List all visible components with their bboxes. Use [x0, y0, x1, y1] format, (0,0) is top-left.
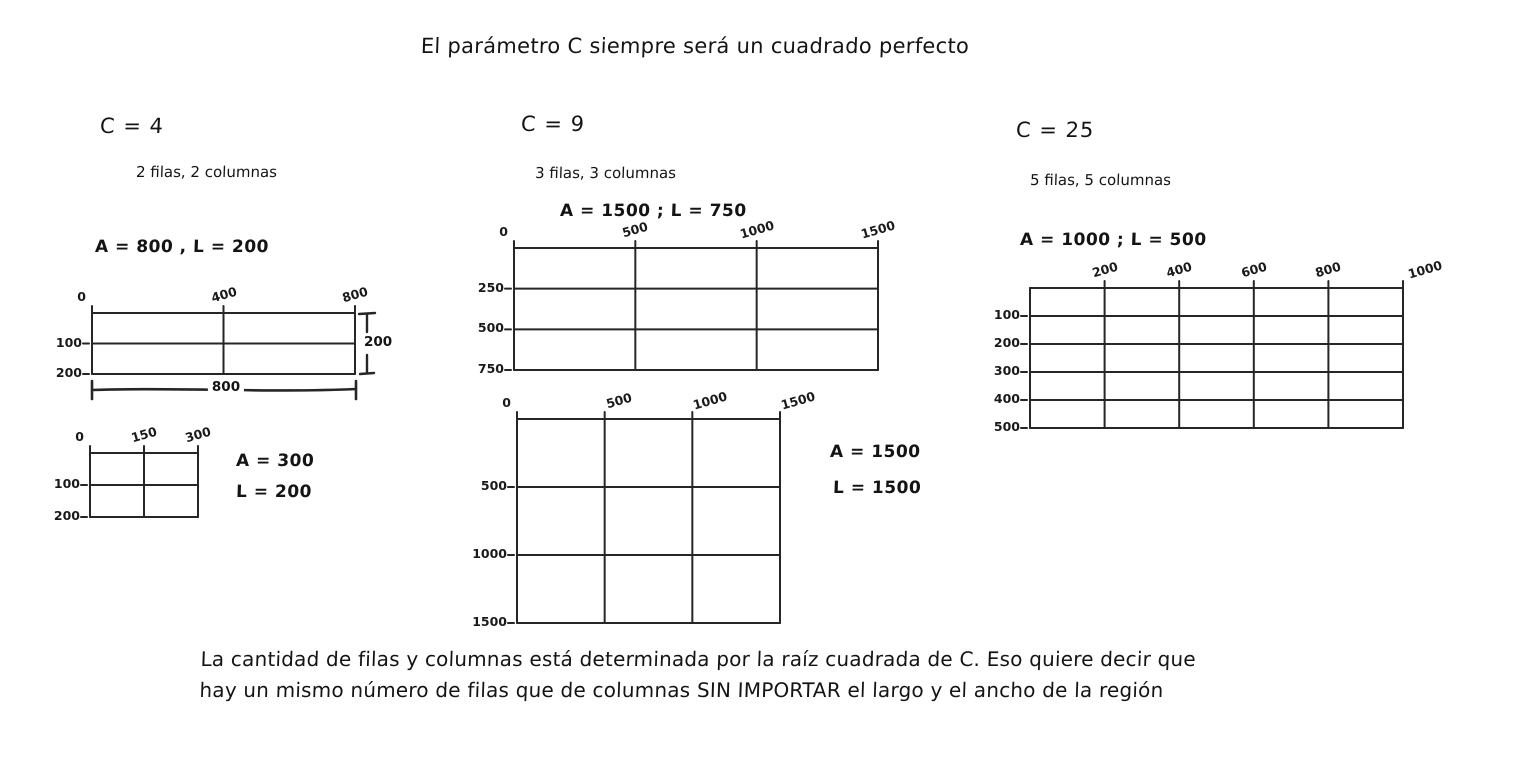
x-tick-label: 200 — [1089, 258, 1120, 281]
grid-lines — [92, 313, 355, 374]
y-tick-label: 1000 — [472, 546, 507, 561]
section-c25-heading: C = 25 — [1015, 118, 1095, 142]
height-dimension-label: 200 — [364, 334, 393, 350]
x-tick-label: 0 — [75, 429, 84, 444]
c9-side-length-label: L = 1500 — [832, 478, 922, 498]
section-c4-subtitle: 2 filas, 2 columnas — [135, 163, 278, 181]
x-tick-label: 800 — [1313, 258, 1343, 281]
x-tick-label: 300 — [183, 423, 213, 446]
grid-lines — [90, 453, 198, 517]
y-tick-label: 1500 — [472, 614, 507, 629]
y-tick-label: 250 — [477, 279, 504, 295]
page-title: El parámetro C siempre será un cuadrado perfecto — [420, 34, 970, 58]
x-tick-label: 500 — [604, 389, 634, 412]
section-c4-formula: A = 800 , L = 200 — [94, 237, 270, 257]
section-c25-formula: A = 1000 ; L = 500 — [1019, 230, 1207, 250]
x-tick-label: 1000 — [1406, 257, 1444, 282]
grid-c4-main — [55, 283, 370, 380]
grid-c4-small — [53, 423, 213, 523]
section-c9-subtitle: 3 filas, 3 columnas — [534, 164, 677, 182]
section-c4-heading: C = 4 — [99, 114, 165, 138]
section-c25-subtitle: 5 filas, 5 columnas — [1029, 171, 1172, 189]
small-grid-area-label: A = 300 — [235, 451, 315, 471]
y-tick-label: 500 — [993, 419, 1020, 434]
grid-lines — [514, 248, 878, 370]
x-tick-label: 1500 — [859, 217, 897, 242]
footer-line-2: hay un mismo número de filas que de columnas SIN IMPORTAR el largo y el ancho de la región — [199, 678, 1164, 702]
y-tick-label: 200 — [993, 335, 1020, 350]
y-tick-label: 500 — [477, 320, 504, 336]
y-tick-label: 500 — [480, 478, 507, 493]
x-tick-label: 500 — [620, 218, 650, 241]
small-grid-length-label: L = 200 — [235, 482, 313, 502]
grid-lines — [1030, 288, 1403, 428]
y-tick-label: 400 — [993, 391, 1020, 406]
x-tick-label: 0 — [77, 289, 86, 304]
x-tick-label: 800 — [340, 283, 370, 306]
y-tick-label: 750 — [477, 361, 504, 376]
width-dimension-bracket — [88, 377, 360, 403]
section-c9-formula: A = 1500 ; L = 750 — [559, 201, 747, 221]
x-tick-label: 1000 — [691, 388, 730, 413]
x-tick-label: 400 — [208, 283, 239, 306]
grid-c9-square — [472, 388, 817, 629]
height-dimension-bracket — [355, 310, 399, 380]
grid-c9-wide — [477, 217, 897, 376]
grid-lines — [517, 419, 780, 623]
x-tick-label: 1000 — [737, 217, 776, 242]
y-tick-label: 100 — [53, 476, 80, 491]
y-tick-label: 100 — [55, 334, 82, 350]
section-c9-heading: C = 9 — [520, 112, 586, 136]
footer-line-1: La cantidad de filas y columnas está determinada por la raíz cuadrada de C. Eso quiere decir que — [200, 647, 1197, 671]
width-dimension-label: 800 — [208, 379, 244, 395]
y-tick-label: 100 — [993, 307, 1020, 322]
footer-explanation — [199, 644, 1196, 706]
x-tick-label: 0 — [499, 224, 508, 239]
y-tick-label: 200 — [55, 365, 82, 380]
y-tick-label: 300 — [993, 363, 1020, 378]
grid-c25-main — [993, 257, 1444, 434]
x-tick-label: 1500 — [779, 388, 817, 413]
y-tick-label: 200 — [53, 508, 80, 523]
x-tick-label: 600 — [1239, 258, 1269, 281]
x-tick-label: 0 — [502, 395, 511, 410]
x-tick-label: 150 — [129, 423, 159, 446]
x-tick-label: 400 — [1164, 258, 1194, 281]
c9-side-area-label: A = 1500 — [829, 442, 921, 462]
